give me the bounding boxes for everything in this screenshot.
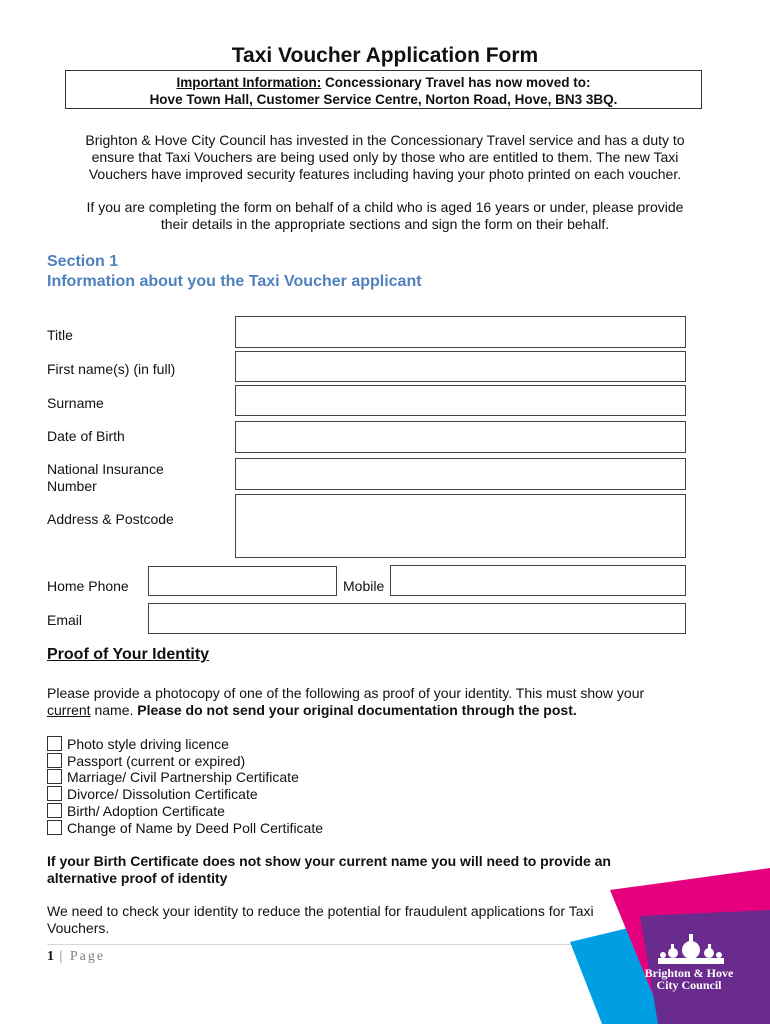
page-footer [47, 949, 105, 965]
check-line: Vouchers. [47, 920, 110, 936]
proof-option[interactable] [47, 785, 258, 802]
proof-option[interactable] [47, 768, 299, 785]
intro-line: ensure that Taxi Vouchers are being used only by those who are entitled to them. The new Taxi [91, 149, 679, 165]
proof-option[interactable] [47, 819, 323, 836]
proof-intro [47, 685, 727, 719]
child-note-line: their details in the appropriate sections and sign the form on their behalf. [160, 216, 610, 232]
email-label: Email [47, 612, 83, 628]
child-note-paragraph [40, 199, 730, 233]
form-title: Taxi Voucher Application Form [231, 44, 539, 67]
important-info-box [65, 70, 702, 109]
proof-heading: Proof of Your Identity [47, 646, 210, 663]
council-logo [570, 860, 770, 1024]
dob-field[interactable] [235, 421, 686, 453]
section-heading: Information about you the Taxi Voucher applicant [47, 273, 422, 290]
page-separator: | [54, 949, 70, 964]
option-label: Birth/ Adoption Certificate [67, 802, 225, 819]
option-label: Photo style driving licence [67, 735, 229, 752]
important-address: Hove Town Hall, Customer Service Centre, Norton Road, Hove, BN3 3BQ. [149, 92, 618, 107]
ni-label-line: Number [47, 478, 97, 494]
proof-intro-line: Please provide a photocopy of one of the following as proof of your identity. This must show your [47, 685, 645, 701]
option-label: Marriage/ Civil Partnership Certificate [67, 768, 299, 785]
proof-option[interactable] [47, 802, 225, 819]
important-text: Concessionary Travel has now moved to: [321, 75, 591, 90]
footer-divider [47, 944, 587, 945]
mobile-label: Mobile [343, 578, 385, 594]
section-number: Section 1 [47, 253, 119, 270]
ni-field[interactable] [235, 458, 686, 490]
surname-field[interactable] [235, 385, 686, 416]
first-names-label: First name(s) (in full) [47, 361, 176, 377]
important-label: Important Information: [176, 75, 322, 90]
address-field[interactable] [235, 494, 686, 558]
page-number: 1 [47, 949, 54, 964]
proof-option[interactable] [47, 752, 245, 769]
title-label: Title [47, 327, 73, 343]
option-checkbox[interactable] [47, 736, 62, 751]
proof-option[interactable] [47, 735, 229, 752]
address-label: Address & Postcode [47, 511, 174, 527]
page-word: Page [69, 949, 106, 964]
first-names-field[interactable] [235, 351, 686, 382]
email-field[interactable] [148, 603, 686, 634]
proof-warning-bold: Please do not send your original documentation through the post. [137, 702, 577, 718]
ni-label-line: National Insurance [47, 461, 164, 477]
ni-label [47, 461, 164, 495]
warning-line: If your Birth Certificate does not show your current name you will need to provide an [47, 853, 611, 869]
title-field[interactable] [235, 316, 686, 348]
home-phone-label: Home Phone [47, 578, 129, 594]
option-checkbox[interactable] [47, 769, 62, 784]
option-label: Divorce/ Dissolution Certificate [67, 785, 258, 802]
option-checkbox[interactable] [47, 753, 62, 768]
option-label: Change of Name by Deed Poll Certificate [67, 819, 324, 836]
home-phone-field[interactable] [148, 566, 337, 596]
mobile-field[interactable] [390, 565, 686, 596]
logo-text-line2: City Council [656, 978, 722, 992]
intro-paragraph [40, 132, 730, 183]
proof-name-word: name. [90, 702, 138, 718]
surname-label: Surname [47, 395, 104, 411]
option-checkbox[interactable] [47, 786, 62, 801]
option-label: Passport (current or expired) [67, 752, 246, 769]
dob-label: Date of Birth [47, 428, 125, 444]
intro-line: Brighton & Hove City Council has invested in the Concessionary Travel service and has a duty to [85, 132, 685, 148]
proof-current-word: current [47, 702, 91, 718]
intro-line: Vouchers have improved security features including having your photo printed on each voucher. [88, 166, 682, 182]
check-line: We need to check your identity to reduce the potential for fraudulent applications for Taxi [47, 903, 594, 919]
logo-text-line1: Brighton & Hove [644, 966, 734, 980]
warning-line: alternative proof of identity [47, 870, 228, 886]
option-checkbox[interactable] [47, 820, 62, 835]
option-checkbox[interactable] [47, 803, 62, 818]
child-note-line: If you are completing the form on behalf of a child who is aged 16 years or under, please provide [86, 199, 684, 215]
